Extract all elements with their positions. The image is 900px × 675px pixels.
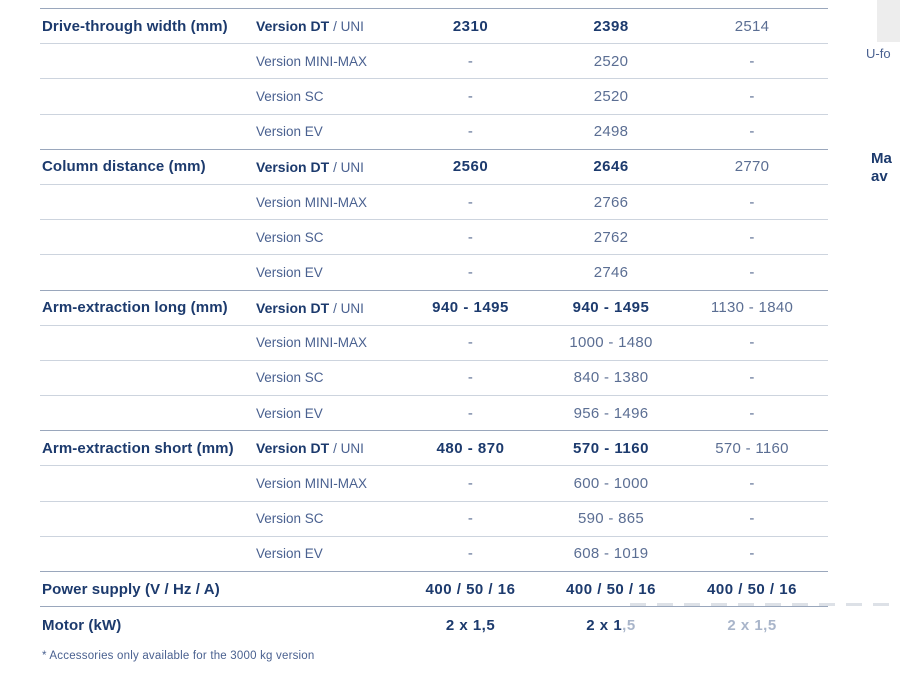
version-cell: Version MINI-MAX xyxy=(256,335,368,351)
value-cell: 2762 xyxy=(593,228,629,246)
version-cell: Version SC xyxy=(256,370,324,386)
value-cell: 570 - 1160 xyxy=(715,439,789,457)
table-row xyxy=(40,184,828,219)
table-row xyxy=(40,219,828,254)
table-row xyxy=(40,8,828,43)
section-label: Arm-extraction short (mm) xyxy=(42,439,234,457)
version-cell: Version MINI-MAX xyxy=(256,194,368,210)
value-cell: - xyxy=(749,475,755,493)
table-row xyxy=(40,536,828,571)
value-cell: 2520 xyxy=(593,87,629,105)
value-cell: 840 - 1380 xyxy=(573,369,649,387)
value-cell: - xyxy=(467,228,474,246)
version-name: Version DT xyxy=(256,299,330,316)
value-cell: 1000 - 1480 xyxy=(569,334,653,352)
value-cell: - xyxy=(749,52,755,70)
version-cell xyxy=(250,18,395,34)
table-row xyxy=(40,501,828,536)
side-note-line1: Ma xyxy=(871,150,892,167)
version-cell xyxy=(250,300,395,316)
version-cell: Version MINI-MAX xyxy=(256,476,368,492)
value-cell: 2310 xyxy=(452,17,489,35)
version-cell: Version EV xyxy=(256,546,323,562)
value-cell: - xyxy=(467,475,474,493)
table-row xyxy=(40,290,828,325)
value-cell: 2646 xyxy=(593,158,629,176)
value-cell: 2520 xyxy=(593,52,629,70)
version-cell: Version SC xyxy=(256,229,324,245)
version-suffix: / UNI xyxy=(333,300,364,316)
value-cell: - xyxy=(467,369,474,387)
motor-value-dark: 2 x 1,5 xyxy=(445,617,496,634)
side-note-line2: av xyxy=(871,168,888,185)
motor-value-dark: 2 x 1 xyxy=(586,617,623,634)
section-label: Arm-extraction long (mm) xyxy=(42,299,228,317)
value-cell: 2560 xyxy=(452,158,489,176)
section-label: Column distance (mm) xyxy=(42,158,206,176)
value-cell: 400 / 50 / 16 xyxy=(707,580,797,598)
motor-value-light: ,5 xyxy=(622,617,636,634)
section-label: Drive-through width (mm) xyxy=(42,17,228,35)
value-cell: 2766 xyxy=(593,193,629,211)
table-row xyxy=(40,430,828,465)
version-suffix: / UNI xyxy=(333,19,364,35)
table-row-power-supply xyxy=(40,571,828,606)
value-cell xyxy=(546,617,676,634)
footnote: * Accessories only available for the 3000 kg version xyxy=(42,650,315,662)
version-cell: Version SC xyxy=(256,511,324,527)
value-cell: 600 - 1000 xyxy=(573,475,649,493)
side-note-fragment xyxy=(871,150,892,186)
value-cell: - xyxy=(467,334,474,352)
value-cell: - xyxy=(467,123,474,141)
value-cell: - xyxy=(749,404,755,422)
version-cell: Version MINI-MAX xyxy=(256,53,368,69)
value-cell: - xyxy=(749,510,755,528)
spec-table xyxy=(40,8,828,644)
value-cell: - xyxy=(749,228,755,246)
value-cell: 2770 xyxy=(734,158,770,176)
version-suffix: / UNI xyxy=(333,159,364,175)
table-row xyxy=(40,43,828,78)
table-row xyxy=(40,395,828,430)
value-cell: 940 - 1495 xyxy=(572,299,650,317)
version-cell: Version EV xyxy=(256,264,323,280)
value-cell: - xyxy=(467,404,474,422)
version-cell xyxy=(250,159,395,175)
value-cell: - xyxy=(467,545,474,563)
table-row xyxy=(40,325,828,360)
value-cell: - xyxy=(467,87,474,105)
value-cell: - xyxy=(749,123,755,141)
value-cell: - xyxy=(749,545,755,563)
value-cell: - xyxy=(749,87,755,105)
table-row xyxy=(40,254,828,289)
section-label: Motor (kW) xyxy=(42,617,122,634)
table-row xyxy=(40,360,828,395)
value-cell: - xyxy=(749,334,755,352)
version-cell: Version SC xyxy=(256,88,324,104)
value-cell: 2498 xyxy=(593,123,629,141)
value-cell: 2398 xyxy=(593,17,629,35)
table-row-motor xyxy=(40,606,828,644)
value-cell: - xyxy=(467,263,474,281)
value-cell: 608 - 1019 xyxy=(573,545,649,563)
value-cell: 2514 xyxy=(734,17,770,35)
value-cell: 570 - 1160 xyxy=(573,439,649,457)
value-cell: 940 - 1495 xyxy=(432,299,509,317)
value-cell xyxy=(676,617,828,634)
value-cell: - xyxy=(749,263,755,281)
version-name: Version DT xyxy=(256,440,330,457)
value-cell: - xyxy=(467,52,474,70)
value-cell: 590 - 865 xyxy=(577,510,645,528)
value-cell xyxy=(395,617,546,634)
table-row xyxy=(40,114,828,149)
value-cell: 1130 - 1840 xyxy=(710,299,794,317)
value-cell: 2746 xyxy=(593,263,629,281)
table-row xyxy=(40,465,828,500)
side-image-fragment xyxy=(877,0,900,42)
value-cell: 400 / 50 / 16 xyxy=(566,580,656,598)
table-row xyxy=(40,78,828,113)
version-name: Version DT xyxy=(256,18,330,35)
value-cell: 400 / 50 / 16 xyxy=(425,580,516,598)
value-cell: 480 - 870 xyxy=(436,439,505,457)
value-cell: - xyxy=(749,193,755,211)
version-cell xyxy=(250,440,395,456)
motor-value-light: 2 x 1,5 xyxy=(727,617,777,634)
side-caption-fragment: U-fo xyxy=(866,46,891,61)
section-label: Power supply (V / Hz / A) xyxy=(42,580,220,598)
version-name: Version DT xyxy=(256,158,330,175)
value-cell: - xyxy=(467,193,474,211)
version-cell: Version EV xyxy=(256,405,323,421)
value-cell: - xyxy=(749,369,755,387)
watermark-dashes xyxy=(630,603,892,606)
value-cell: 956 - 1496 xyxy=(573,404,649,422)
version-cell: Version EV xyxy=(256,124,323,140)
value-cell: - xyxy=(467,510,474,528)
version-suffix: / UNI xyxy=(333,441,364,457)
table-row xyxy=(40,149,828,184)
